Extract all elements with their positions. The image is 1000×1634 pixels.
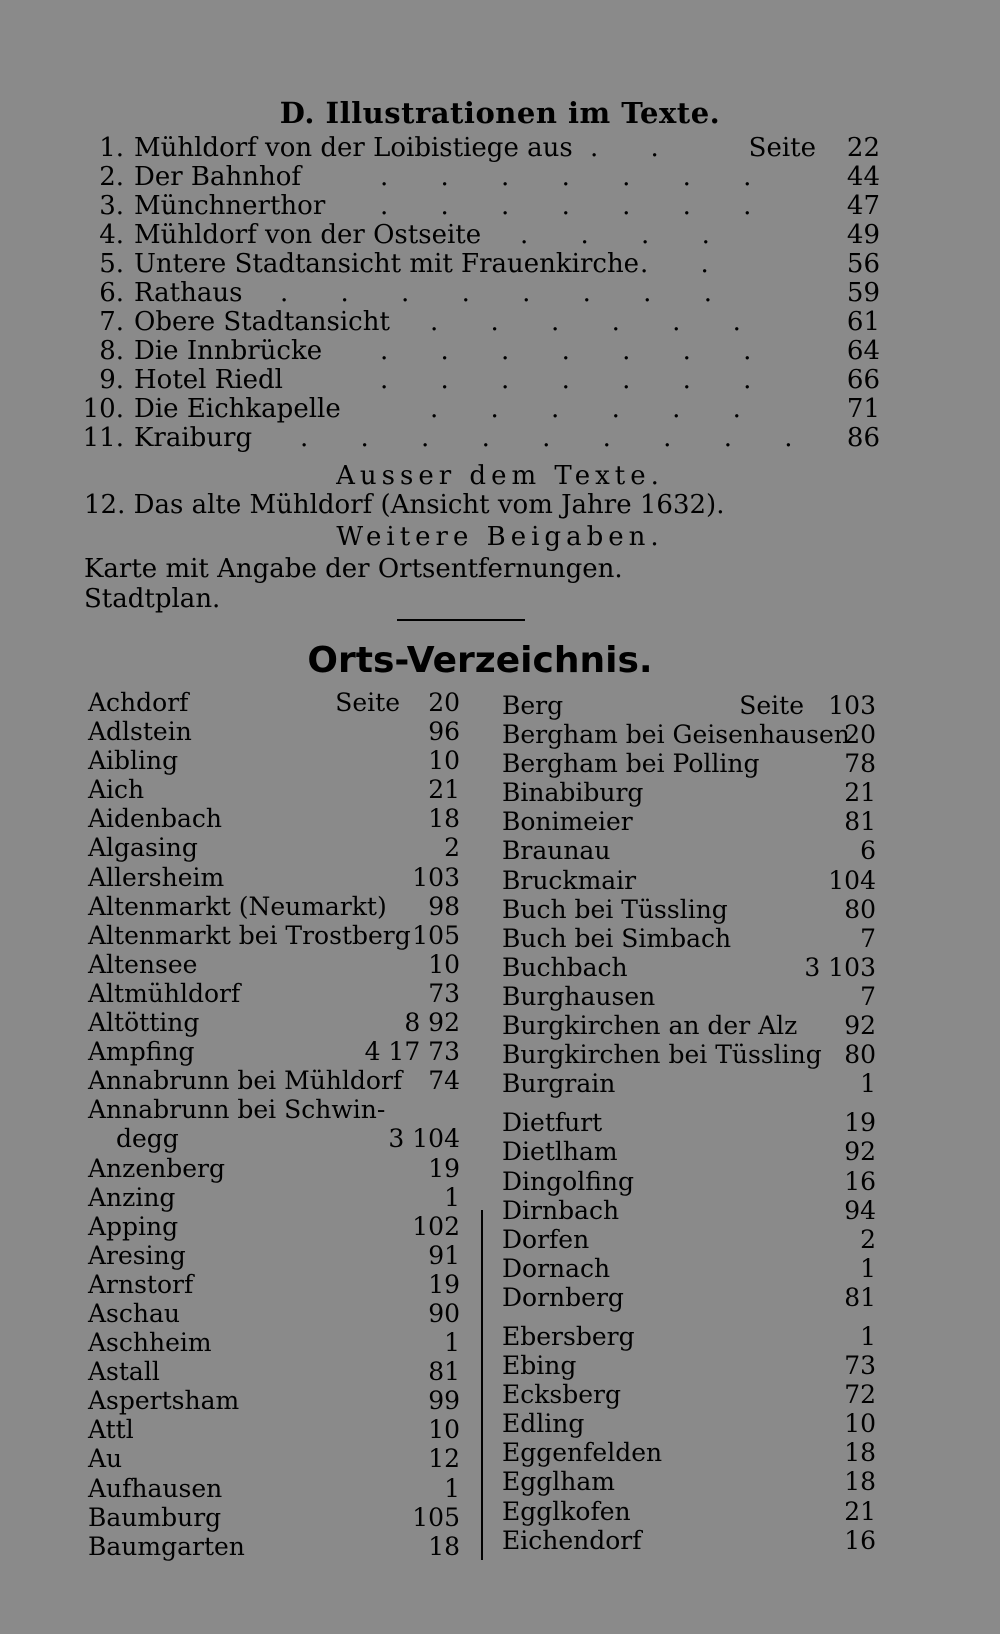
ausser-heading: Ausser dem Texte.: [336, 461, 664, 491]
seite-label: Seite: [335, 688, 400, 717]
place-name: Anzenberg: [88, 1153, 225, 1183]
illustration-title: Die Eichkapelle: [134, 394, 341, 424]
page-numbers: 18: [844, 1438, 876, 1468]
illustration-page: 71: [846, 394, 880, 424]
page-numbers: 73: [844, 1351, 876, 1381]
illustration-row: [80, 163, 880, 192]
index-entry: [88, 1037, 460, 1066]
page-numbers: 10: [844, 1409, 876, 1439]
illustration-title: Untere Stadtansicht mit Frauenkirche: [134, 249, 640, 279]
index-entry: [88, 1386, 460, 1415]
place-name: Baumburg: [88, 1502, 222, 1532]
leader-dots: . . . . . . .: [380, 162, 774, 192]
page-numbers: 19: [428, 1153, 460, 1183]
place-name: Bruckmair: [502, 865, 637, 895]
illustration-title: Obere Stadtansicht: [134, 307, 390, 337]
illustration-page: 56: [846, 249, 880, 279]
illustrations-list: [80, 134, 880, 453]
place-name: Egglkofen: [502, 1496, 631, 1526]
illustration-12: 12. Das alte Mühldorf (Ansicht vom Jahre 1632).: [84, 490, 725, 520]
index-entry: [88, 1212, 460, 1241]
section-divider: [397, 619, 525, 621]
page-numbers: 104: [828, 865, 876, 895]
spacer: [502, 1098, 876, 1108]
leader-dots: . . . . . . . . .: [300, 423, 815, 453]
page-numbers: 90: [428, 1298, 460, 1328]
index-entry: [502, 982, 876, 1011]
place-name: Adlstein: [88, 717, 192, 747]
page-numbers: 3 104: [388, 1124, 460, 1154]
index-entry: [88, 804, 460, 833]
page-numbers: 80: [844, 894, 876, 924]
place-name: Aresing: [88, 1240, 186, 1270]
index-entry: [88, 1154, 460, 1183]
place-name: Braunau: [502, 836, 611, 866]
leader-dots: . . . . . . .: [380, 191, 774, 221]
page-numbers: 2: [444, 833, 460, 863]
index-entry: [502, 1467, 876, 1496]
illustration-row: [80, 279, 880, 308]
page-numbers: 8 92: [404, 1008, 460, 1038]
illustrations-heading: D. Illustrationen im Texte.: [279, 96, 721, 130]
place-name: Annabrunn bei Mühldorf: [88, 1066, 403, 1096]
index-entry: [502, 1225, 876, 1254]
page-numbers: 16: [844, 1166, 876, 1196]
page-numbers: 21: [844, 778, 876, 808]
page-numbers: 20: [428, 688, 460, 717]
index-entry: [502, 866, 876, 895]
index-entry: [502, 1438, 876, 1467]
page-numbers: 92: [844, 1011, 876, 1041]
index-entry: [502, 1322, 876, 1351]
place-name: Eggenfelden: [502, 1438, 663, 1468]
index-entry: [502, 1196, 876, 1225]
seite-label: Seite: [748, 133, 816, 163]
illustration-number: 3.: [99, 191, 124, 221]
page-numbers: 80: [844, 1040, 876, 1070]
place-name: Edling: [502, 1409, 585, 1439]
place-name: Dingolfing: [502, 1166, 634, 1196]
illustration-page: 44: [846, 162, 880, 192]
leader-dots: . . . . . . .: [380, 365, 774, 395]
page-numbers: 20: [844, 720, 876, 750]
karte-line: Karte mit Angabe der Ortsentfernungen.: [84, 554, 623, 584]
leader-dots: . . . . . . .: [380, 336, 774, 366]
page-numbers: 1: [860, 1253, 876, 1283]
place-name: Altmühldorf: [88, 978, 241, 1008]
index-entry: [88, 1066, 460, 1095]
place-name: Aschheim: [88, 1328, 212, 1358]
page-numbers: 19: [844, 1108, 876, 1138]
place-name: Altenmarkt (Neumarkt): [88, 891, 387, 921]
page-numbers: 105: [412, 920, 460, 950]
leader-dots: . . . . . . . .: [280, 278, 734, 308]
illustration-number: 6.: [99, 278, 124, 308]
page-numbers: 81: [844, 1282, 876, 1312]
page-numbers: 99: [428, 1386, 460, 1416]
weitere-heading: Weitere Beigaben.: [336, 522, 664, 552]
place-name: Binabiburg: [502, 778, 644, 808]
page-numbers: 7: [860, 923, 876, 953]
leader-dots: . .: [590, 133, 681, 163]
illustration-row: [80, 366, 880, 395]
place-name: Aspertsham: [88, 1386, 240, 1416]
index-entry: [88, 863, 460, 892]
index-entry: [502, 953, 876, 982]
place-name: Aich: [88, 775, 145, 805]
index-title: Orts-Verzeichnis.: [307, 640, 653, 681]
page-numbers: 102: [412, 1211, 460, 1241]
leader-dots: . . . .: [520, 220, 732, 250]
illustration-title: Hotel Riedl: [134, 365, 283, 395]
illustration-row: [80, 134, 880, 163]
illustration-page: 64: [846, 336, 880, 366]
index-entry: [502, 1069, 876, 1098]
leader-dots: . .: [640, 249, 731, 279]
page-numbers: 3 103: [804, 952, 876, 982]
place-name: Eichendorf: [502, 1525, 642, 1555]
page-numbers: 16: [844, 1525, 876, 1555]
index-entry: [502, 924, 876, 953]
place-name: Berg: [502, 691, 564, 720]
page-numbers: 19: [428, 1269, 460, 1299]
illustration-page: 86: [846, 423, 880, 453]
page-numbers: 4 17 73: [364, 1037, 460, 1067]
page-numbers: 78: [844, 749, 876, 779]
place-name: Buchbach: [502, 952, 628, 982]
index-column-left: [88, 688, 460, 1561]
index-entry: [88, 1183, 460, 1212]
page-numbers: 72: [844, 1380, 876, 1410]
index-entry: [502, 1137, 876, 1166]
page-numbers: 18: [844, 1467, 876, 1497]
page-numbers: 6: [860, 836, 876, 866]
index-entry: [502, 1351, 876, 1380]
page-numbers: 10: [428, 949, 460, 979]
illustration-page: 47: [846, 191, 880, 221]
spacer: [502, 1312, 876, 1322]
illustration-row: [80, 308, 880, 337]
place-name: Ampfing: [88, 1037, 195, 1067]
page-numbers: 1: [444, 1328, 460, 1358]
index-entry: [88, 1270, 460, 1299]
index-entry: [88, 1124, 460, 1153]
index-column-right: [502, 688, 876, 1555]
page-numbers: 98: [428, 891, 460, 921]
illustration-row: [80, 424, 880, 453]
illustration-page: 66: [846, 365, 880, 395]
page-numbers: 105: [412, 1502, 460, 1532]
index-entry: [502, 1497, 876, 1526]
page-numbers: 103: [412, 862, 460, 892]
index-entry: [502, 749, 876, 778]
illustration-row: [80, 192, 880, 221]
page-numbers: 73: [428, 978, 460, 1008]
place-name: Aschau: [88, 1298, 180, 1328]
index-entry: [502, 1380, 876, 1409]
index-entry: [88, 775, 460, 804]
place-name: Attl: [88, 1415, 134, 1445]
index-entry: [88, 746, 460, 775]
page-numbers: 10: [428, 746, 460, 776]
place-name: Au: [88, 1444, 123, 1474]
index-entry: [88, 892, 460, 921]
illustration-title: Rathaus: [134, 278, 243, 308]
page-numbers: 18: [428, 1531, 460, 1561]
place-name: Bonimeier: [502, 807, 633, 837]
place-name: Dornach: [502, 1253, 611, 1283]
index-entry: [88, 1299, 460, 1328]
page-numbers: 103: [828, 691, 876, 720]
place-name: Buch bei Simbach: [502, 923, 732, 953]
page-numbers: 81: [844, 807, 876, 837]
illustration-page: 49: [846, 220, 880, 250]
index-entry: [88, 1095, 460, 1124]
leader-dots: . . . . . .: [430, 394, 763, 424]
index-entry: [88, 1532, 460, 1561]
index-entry: [502, 1108, 876, 1137]
column-divider: [481, 1210, 483, 1560]
illustration-title: Die Innbrücke: [134, 336, 323, 366]
index-entry: [502, 836, 876, 865]
place-name: Burgkirchen bei Tüssling: [502, 1040, 822, 1070]
place-name: Burgkirchen an der Alz: [502, 1011, 798, 1041]
page-numbers: 1: [444, 1182, 460, 1212]
illustration-number: 1.: [99, 133, 124, 163]
page-numbers: 21: [844, 1496, 876, 1526]
index-entry: [88, 688, 460, 717]
index-entry: [502, 691, 876, 720]
page-numbers: 7: [860, 981, 876, 1011]
illustration-row: [80, 250, 880, 279]
place-name: Algasing: [88, 833, 198, 863]
illustration-title: Münchnerthor: [134, 191, 326, 221]
illustration-row: [80, 395, 880, 424]
page-numbers: 92: [844, 1137, 876, 1167]
place-name: Altenmarkt bei Trostberg: [88, 920, 411, 950]
index-entry: [502, 1526, 876, 1555]
place-name: Achdorf: [88, 688, 189, 717]
illustration-number: 8.: [99, 336, 124, 366]
leader-dots: . . . . . .: [430, 307, 763, 337]
place-name: Altötting: [88, 1008, 200, 1038]
index-entry: [502, 895, 876, 924]
index-entry: [502, 720, 876, 749]
index-entry: [88, 1008, 460, 1037]
illustration-page: 61: [846, 307, 880, 337]
place-name: Burgrain: [502, 1069, 616, 1099]
place-name: Dietlham: [502, 1137, 618, 1167]
index-entry: [502, 1167, 876, 1196]
index-entry: [502, 807, 876, 836]
place-name: Dornberg: [502, 1282, 624, 1312]
place-name: Aufhausen: [88, 1473, 223, 1503]
page-numbers: 96: [428, 717, 460, 747]
page-numbers: 18: [428, 804, 460, 834]
place-name: Buch bei Tüssling: [502, 894, 728, 924]
place-name: Allersheim: [88, 862, 225, 892]
place-name: Ebersberg: [502, 1321, 635, 1351]
place-name: Ebing: [502, 1351, 577, 1381]
index-entry: [88, 1474, 460, 1503]
illustration-number: 9.: [99, 365, 124, 395]
place-name: Baumgarten: [88, 1531, 245, 1561]
place-name: Bergham bei Polling: [502, 749, 760, 779]
illustration-title: Mühldorf von der Ostseite: [134, 220, 482, 250]
illustration-title: Kraiburg: [134, 423, 253, 453]
illustration-number: 10.: [82, 394, 124, 424]
page-numbers: 21: [428, 775, 460, 805]
place-name: Dirnbach: [502, 1195, 620, 1225]
index-entry: [502, 1283, 876, 1312]
place-name: degg: [116, 1124, 179, 1154]
stadtplan-line: Stadtplan.: [84, 584, 221, 614]
page-numbers: 10: [428, 1415, 460, 1445]
page-numbers: 74: [428, 1066, 460, 1096]
place-name: Anzing: [88, 1182, 176, 1212]
index-entry: [502, 1011, 876, 1040]
index-entry: [502, 1254, 876, 1283]
page-numbers: 12: [428, 1444, 460, 1474]
index-entry: [88, 950, 460, 979]
seite-label: Seite: [739, 691, 804, 720]
page-numbers: 1: [860, 1069, 876, 1099]
page-numbers: 81: [428, 1357, 460, 1387]
illustration-number: 11.: [82, 423, 124, 453]
place-name: Apping: [88, 1211, 179, 1241]
index-entry: [88, 1444, 460, 1473]
page-numbers: 94: [844, 1195, 876, 1225]
index-entry: [88, 1241, 460, 1270]
place-name: Dietfurt: [502, 1108, 603, 1138]
illustration-number: 2.: [99, 162, 124, 192]
index-entry: [502, 778, 876, 807]
place-name: Altensee: [88, 949, 198, 979]
illustration-number: 5.: [99, 249, 124, 279]
place-name: Astall: [88, 1357, 160, 1387]
page-numbers: 91: [428, 1240, 460, 1270]
index-entry: [502, 1040, 876, 1069]
place-name: Burghausen: [502, 981, 656, 1011]
index-entry: [88, 1503, 460, 1532]
index-entry: [88, 1357, 460, 1386]
index-entry: [88, 833, 460, 862]
illustration-row: [80, 337, 880, 366]
place-name: Bergham bei Geisenhausen: [502, 720, 850, 750]
page-numbers: 2: [860, 1224, 876, 1254]
illustration-number: 4.: [99, 220, 124, 250]
illustration-page: 59: [846, 278, 880, 308]
illustration-title: Der Bahnhof: [134, 162, 302, 192]
index-entry: [88, 979, 460, 1008]
illustration-row: [80, 221, 880, 250]
index-entry: [88, 717, 460, 746]
place-name: Annabrunn bei Schwin-: [88, 1095, 386, 1125]
illustration-number: 7.: [99, 307, 124, 337]
index-entry: [88, 1328, 460, 1357]
page-numbers: 1: [444, 1473, 460, 1503]
place-name: Dorfen: [502, 1224, 590, 1254]
illustration-page: 22: [846, 133, 880, 163]
place-name: Egglham: [502, 1467, 615, 1497]
illustration-title: Mühldorf von der Loibistiege aus: [134, 133, 573, 163]
place-name: Aidenbach: [88, 804, 222, 834]
index-entry: [88, 1415, 460, 1444]
place-name: Aibling: [88, 746, 179, 776]
index-entry: [88, 921, 460, 950]
place-name: Ecksberg: [502, 1380, 621, 1410]
page-numbers: 1: [860, 1321, 876, 1351]
place-name: Arnstorf: [88, 1269, 194, 1299]
index-entry: [502, 1409, 876, 1438]
